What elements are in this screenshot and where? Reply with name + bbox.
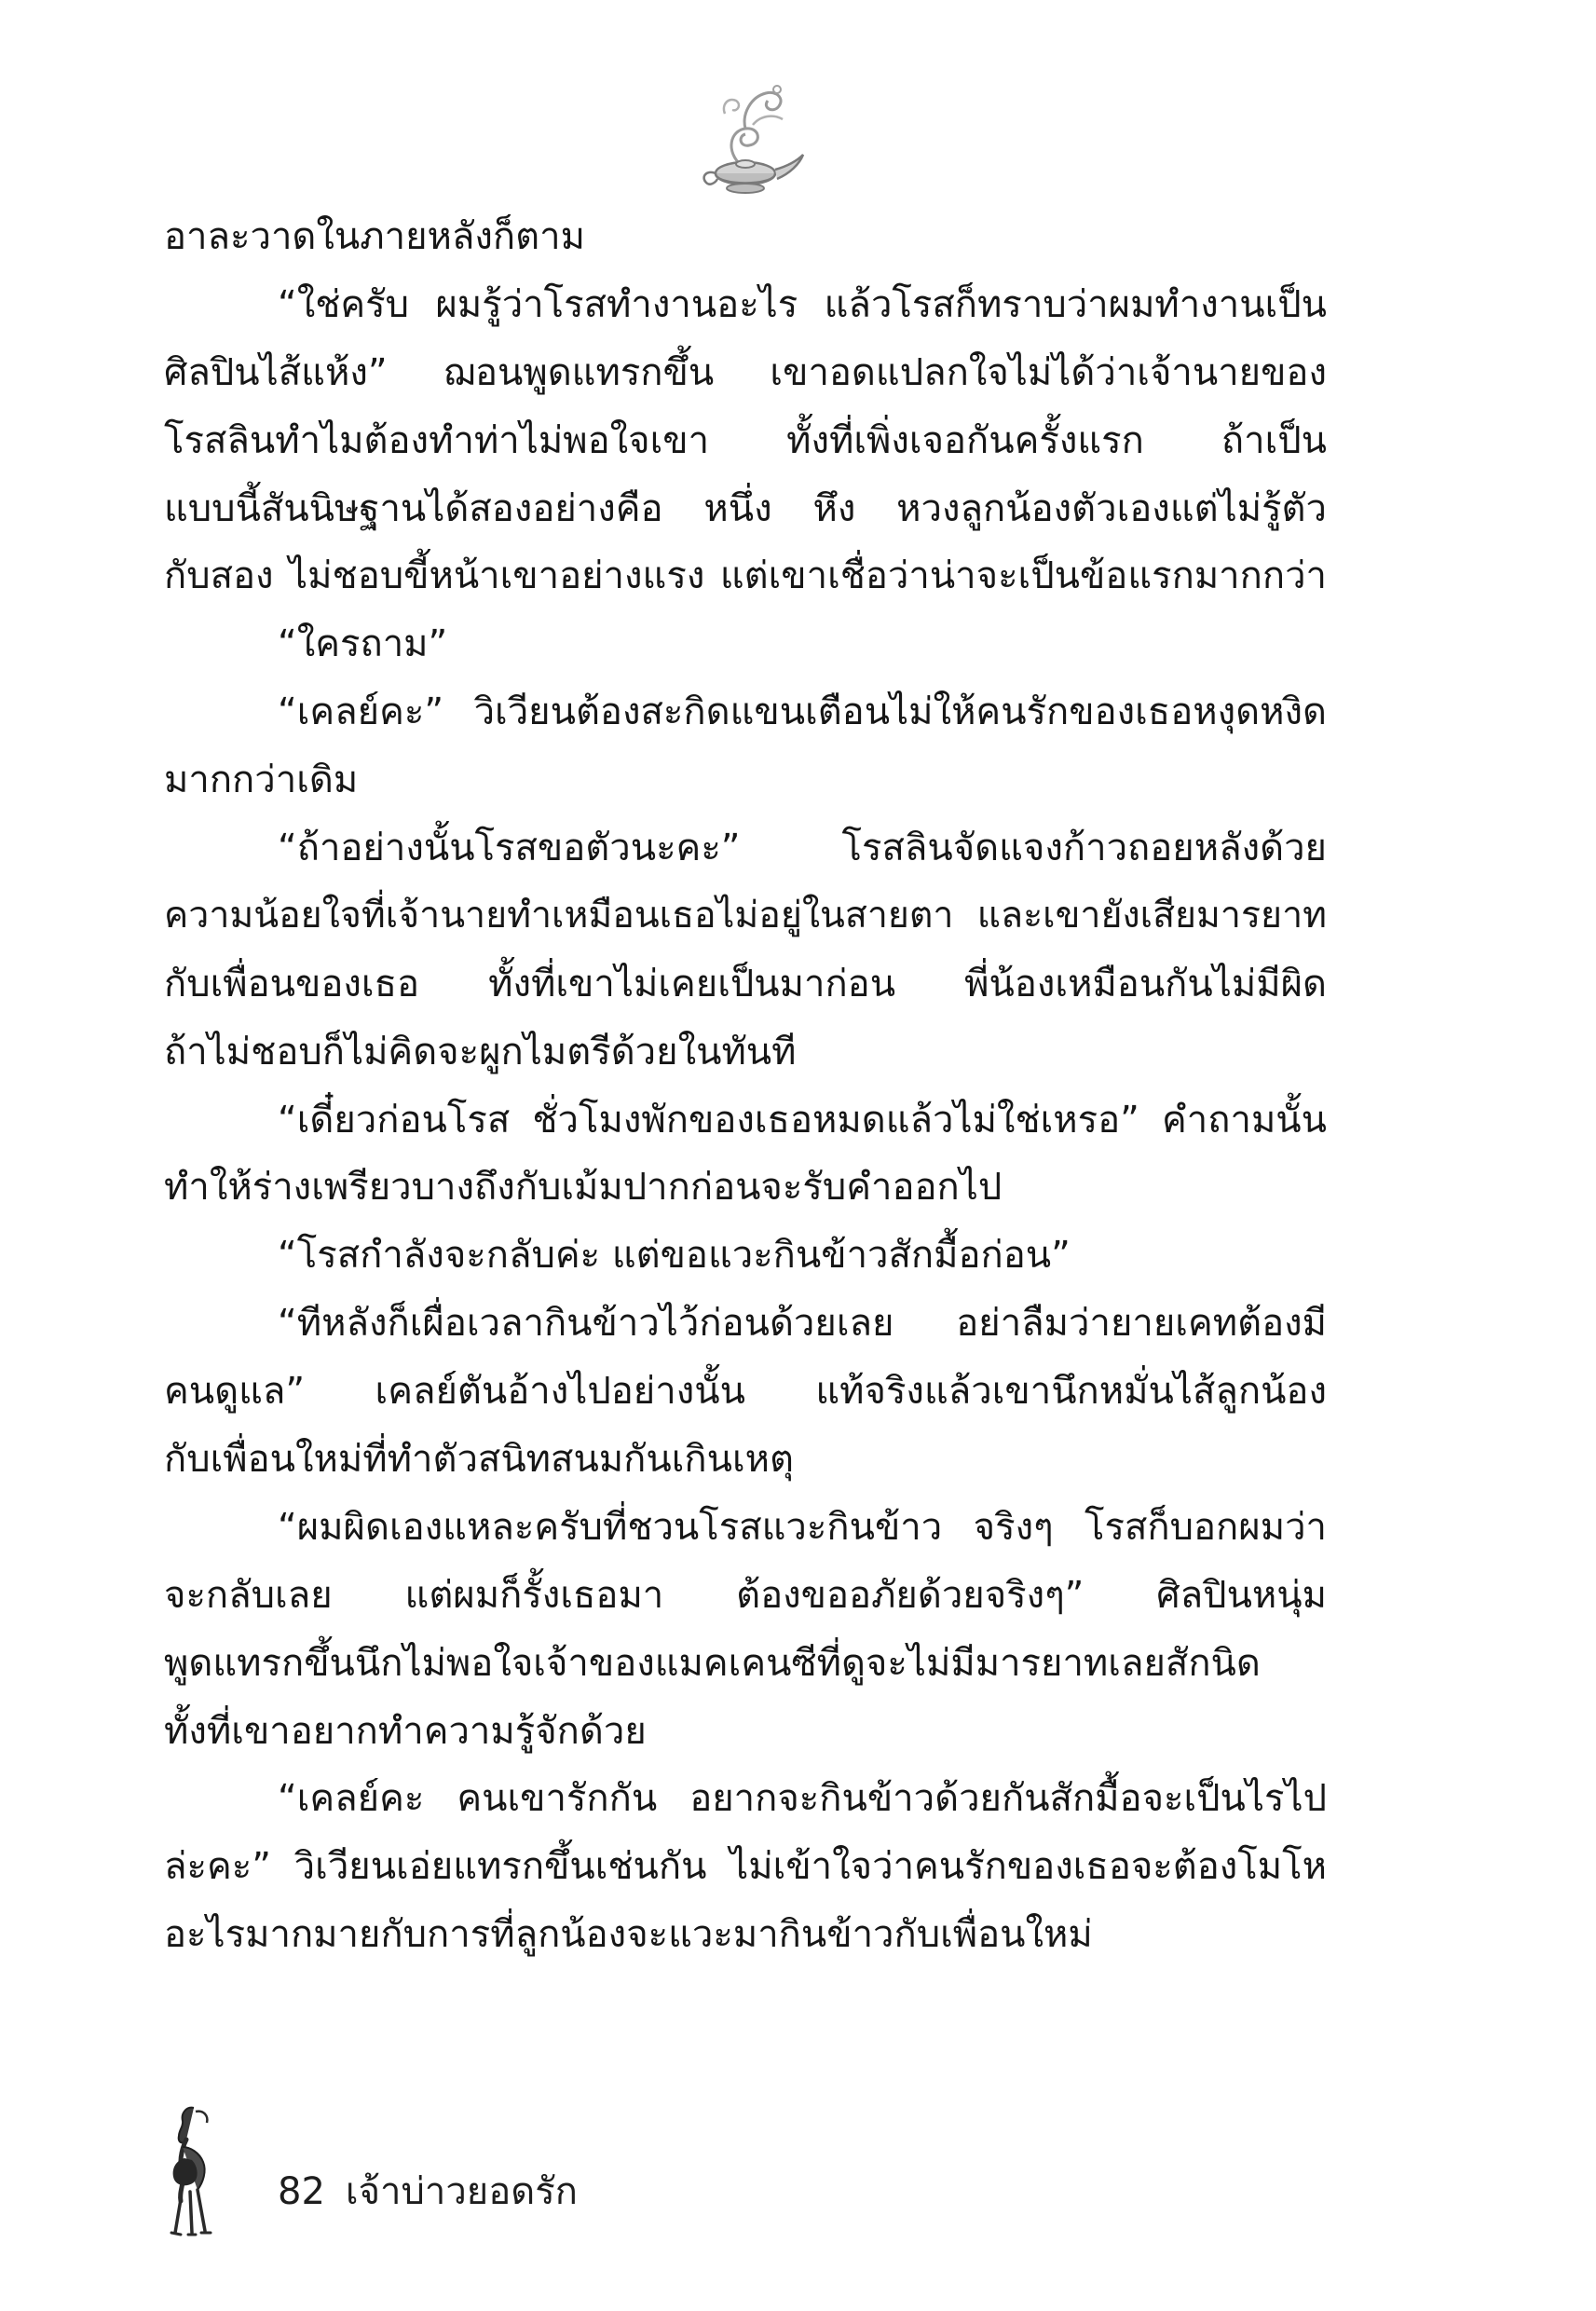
text-line: อาละวาดในภายหลังก็ตาม	[164, 215, 585, 258]
text-line: พูดแทรกขึ้นนึกไม่พอใจเจ้าของแมคเคนซีที่ดูจะไม่มีมารยาทเลยสักนิด	[164, 1641, 1261, 1685]
paragraph-first-line: “ใครถาม”	[278, 622, 448, 666]
text-line: ความน้อยใจที่เจ้านายทำเหมือนเธอไม่อยู่ในสายตา และเขายังเสียมารยาท	[164, 894, 1327, 937]
paragraph-first-line: “เคลย์คะ คนเขารักกัน อยากจะกินข้าวด้วยกันสักมื้อจะเป็นไรไป	[278, 1777, 1327, 1821]
text-line: ศิลปินไส้แห้ง” ฌอนพูดแทรกขึ้น เขาอดแปลกใจไม่ได้ว่าเจ้านายของ	[164, 350, 1327, 394]
text-line: กับเพื่อนใหม่ที่ทำตัวสนิทสนมกันเกินเหตุ	[164, 1438, 794, 1482]
paragraph-first-line: “เคลย์คะ” วิเวียนต้องสะกิดแขนเตือนไม่ให้คนรักของเธอหงุดหงิด	[278, 691, 1327, 734]
page-footer	[158, 2102, 811, 2242]
body-text	[164, 203, 1327, 1969]
text-line: โรสลินทำไมต้องทำท่าไม่พอใจเขา ทั้งที่เพิ่งเจอกันครั้งแรก ถ้าเป็น	[164, 418, 1327, 462]
paragraph-first-line: “ทีหลังก็เผื่อเวลากินข้าวไว้ก่อนด้วยเลย อย่าลืมว่ายายเคทต้องมี	[278, 1302, 1327, 1346]
book-title: เจ้าบ่าวยอดรัก	[345, 2170, 578, 2213]
paragraph-first-line: “ใช่ครับ ผมรู้ว่าโรสทำงานอะไร แล้วโรสก็ทราบว่าผมทำงานเป็น	[278, 282, 1327, 326]
text-line: ทั้งที่เขาอยากทำความรู้จักด้วย	[164, 1709, 647, 1753]
horse-figure-icon	[158, 2102, 227, 2242]
text-line: ล่ะคะ” วิเวียนเอ่ยแทรกขึ้นเช่นกัน ไม่เข้าใจว่าคนรักของเธอจะต้องโมโห	[164, 1845, 1327, 1889]
text-line: กับเพื่อนของเธอ ทั้งที่เขาไม่เคยเป็นมาก่อน พี่น้องเหมือนกันไม่มีผิด	[164, 962, 1327, 1005]
text-line: จะกลับเลย แต่ผมก็รั้งเธอมา ต้องขออภัยด้วยจริงๆ” ศิลปินหนุ่ม	[164, 1573, 1327, 1617]
text-line: มากกว่าเดิม	[164, 759, 359, 802]
text-line: คนดูแล” เคลย์ตันอ้างไปอย่างนั้น แท้จริงแล้วเขานึกหมั่นไส้ลูกน้อง	[164, 1370, 1327, 1414]
footer-text	[278, 2166, 578, 2218]
text-line: อะไรมากมายกับการที่ลูกน้องจะแวะมากินข้าวกับเพื่อนใหม่	[164, 1913, 1093, 1957]
paragraph-first-line: “ถ้าอย่างนั้นโรสขอตัวนะคะ” โรสลินจัดแจงก้าวถอยหลังด้วย	[278, 827, 1327, 870]
text-line: กับสอง ไม่ชอบขี้หน้าเขาอย่างแรง แต่เขาเชื่อว่าน่าจะเป็นข้อแรกมากกว่า	[164, 554, 1327, 598]
paragraph-first-line: “ผมผิดเองแหละครับที่ชวนโรสแวะกินข้าว จริงๆ โรสก็บอกผมว่า	[278, 1505, 1327, 1549]
genie-lamp-icon	[688, 76, 809, 196]
text-line: ถ้าไม่ชอบก็ไม่คิดจะผูกไมตรีด้วยในทันที	[164, 1030, 797, 1073]
page-number: 82	[278, 2170, 325, 2213]
text-line: แบบนี้สันนิษฐานได้สองอย่างคือ หนึ่ง หึง หวงลูกน้องตัวเองแต่ไม่รู้ตัว	[164, 486, 1327, 530]
text-line: ทำให้ร่างเพรียวบางถึงกับเม้มปากก่อนจะรับคำออกไป	[164, 1166, 1003, 1210]
paragraph-first-line: “เดี๋ยวก่อนโรส ชั่วโมงพักของเธอหมดแล้วไม่ใช่เหรอ” คำถามนั้น	[278, 1098, 1327, 1142]
paragraph-first-line: “โรสกำลังจะกลับค่ะ แต่ขอแวะกินข้าวสักมื้อก่อน”	[278, 1234, 1071, 1278]
